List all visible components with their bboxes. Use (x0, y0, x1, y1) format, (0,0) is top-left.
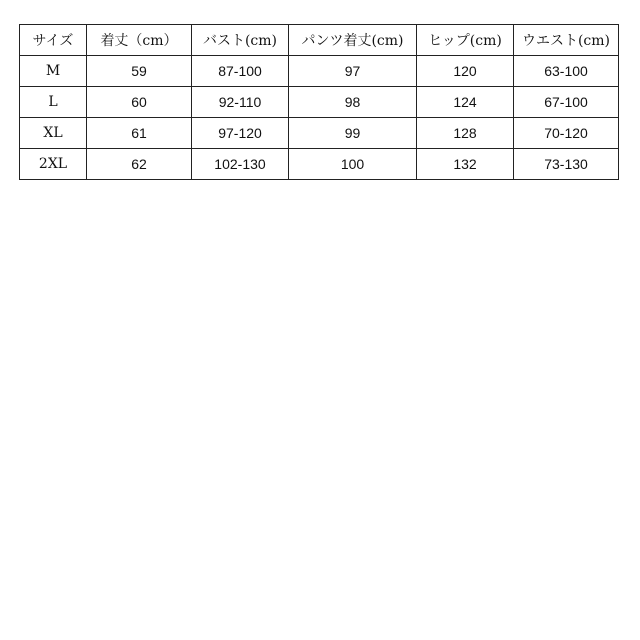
hip-cell: 132 (417, 149, 514, 180)
bust-cell: 92-110 (192, 87, 289, 118)
hip-cell: 120 (417, 56, 514, 87)
header-size: サイズ (20, 25, 87, 56)
table-row (20, 56, 619, 87)
size-cell: M (20, 56, 87, 87)
length-cell: 60 (87, 87, 192, 118)
bust-cell: 87-100 (192, 56, 289, 87)
header-bust: バスト(cm) (192, 25, 289, 56)
size-cell: 2XL (20, 149, 87, 180)
pants-length-cell: 97 (289, 56, 417, 87)
size-chart-body (20, 56, 619, 180)
size-chart-header (20, 25, 619, 56)
hip-cell: 128 (417, 118, 514, 149)
size-cell: L (20, 87, 87, 118)
table-row (20, 118, 619, 149)
pants-length-cell: 99 (289, 118, 417, 149)
header-waist: ウエスト(cm) (514, 25, 619, 56)
pants-length-cell: 98 (289, 87, 417, 118)
length-cell: 59 (87, 56, 192, 87)
waist-cell: 63-100 (514, 56, 619, 87)
header-pants-length: パンツ着丈(cm) (289, 25, 417, 56)
waist-cell: 70-120 (514, 118, 619, 149)
table-row (20, 87, 619, 118)
header-hip: ヒップ(cm) (417, 25, 514, 56)
hip-cell: 124 (417, 87, 514, 118)
waist-cell: 73-130 (514, 149, 619, 180)
bust-cell: 102-130 (192, 149, 289, 180)
length-cell: 61 (87, 118, 192, 149)
size-cell: XL (20, 118, 87, 149)
header-row (20, 25, 619, 56)
bust-cell: 97-120 (192, 118, 289, 149)
header-length: 着丈（cm） (87, 25, 192, 56)
pants-length-cell: 100 (289, 149, 417, 180)
size-chart-table (19, 24, 619, 180)
waist-cell: 67-100 (514, 87, 619, 118)
table-row (20, 149, 619, 180)
length-cell: 62 (87, 149, 192, 180)
